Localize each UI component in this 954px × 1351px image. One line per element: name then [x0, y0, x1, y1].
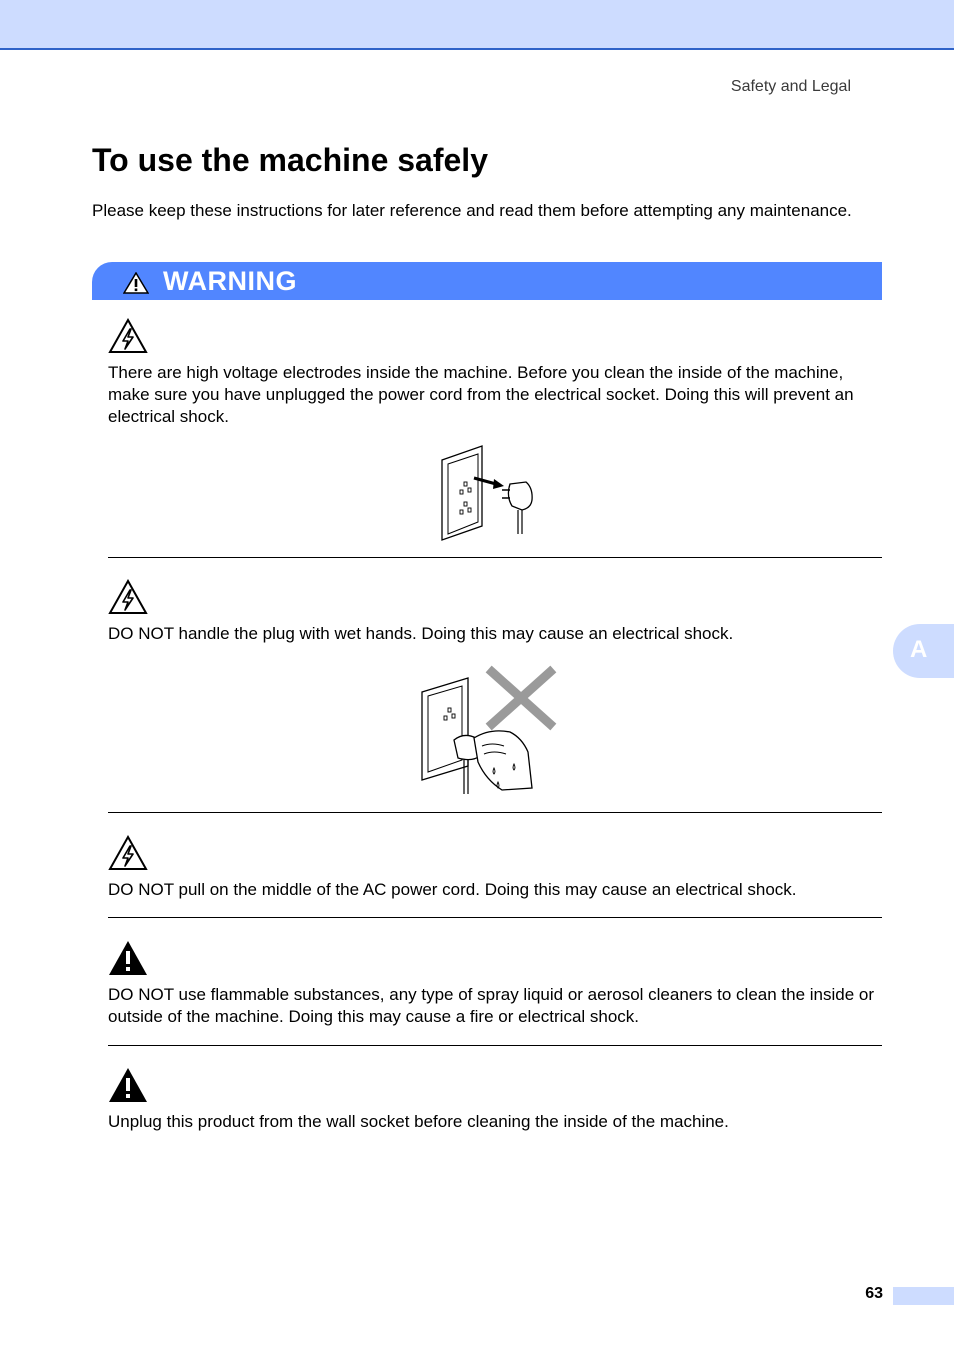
section-divider: [108, 812, 882, 813]
section-divider: [108, 917, 882, 918]
page-title: To use the machine safely: [92, 142, 488, 178]
footer-tab: [893, 1287, 954, 1305]
top-header-band: [0, 0, 954, 50]
unplug-cord-illustration: [438, 444, 538, 544]
wet-hands-plug-illustration: [418, 662, 558, 798]
electrical-hazard-icon: [108, 579, 148, 615]
section-divider: [108, 557, 882, 558]
electrical-hazard-icon: [108, 835, 148, 871]
warning-exclamation-icon: [108, 1067, 148, 1103]
intro-paragraph: Please keep these instructions for later reference and read them before attempting any maintenance.: [92, 201, 852, 220]
warning-text: Unplug this product from the wall socket before cleaning the inside of the machine.: [108, 1112, 729, 1131]
section-divider: [108, 1045, 882, 1046]
warning-text: There are high voltage electrodes inside the machine. Before you clean the inside of the machine, make sure you have unplugged the power cord from the electrical socket. Doing this will prevent an electrical shock.: [108, 363, 854, 426]
warning-text: DO NOT pull on the middle of the AC power cord. Doing this may cause an electrical shock.: [108, 880, 797, 899]
page-number: 63: [865, 1285, 883, 1302]
warning-banner: [92, 262, 882, 300]
electrical-hazard-icon: [108, 318, 148, 354]
appendix-side-tab: [893, 624, 954, 678]
warning-text: DO NOT handle the plug with wet hands. Doing this may cause an electrical shock.: [108, 624, 734, 643]
running-header: Safety and Legal: [730, 78, 851, 95]
side-tab-label: A: [910, 636, 928, 663]
warning-text: DO NOT use flammable substances, any type of spray liquid or aerosol cleaners to clean the inside or outside of the machine. Doing this may cause a fire or electrical shock.: [108, 985, 875, 1026]
warning-triangle-icon: [123, 272, 149, 294]
warning-label: WARNING: [163, 266, 297, 296]
warning-exclamation-icon: [108, 940, 148, 976]
